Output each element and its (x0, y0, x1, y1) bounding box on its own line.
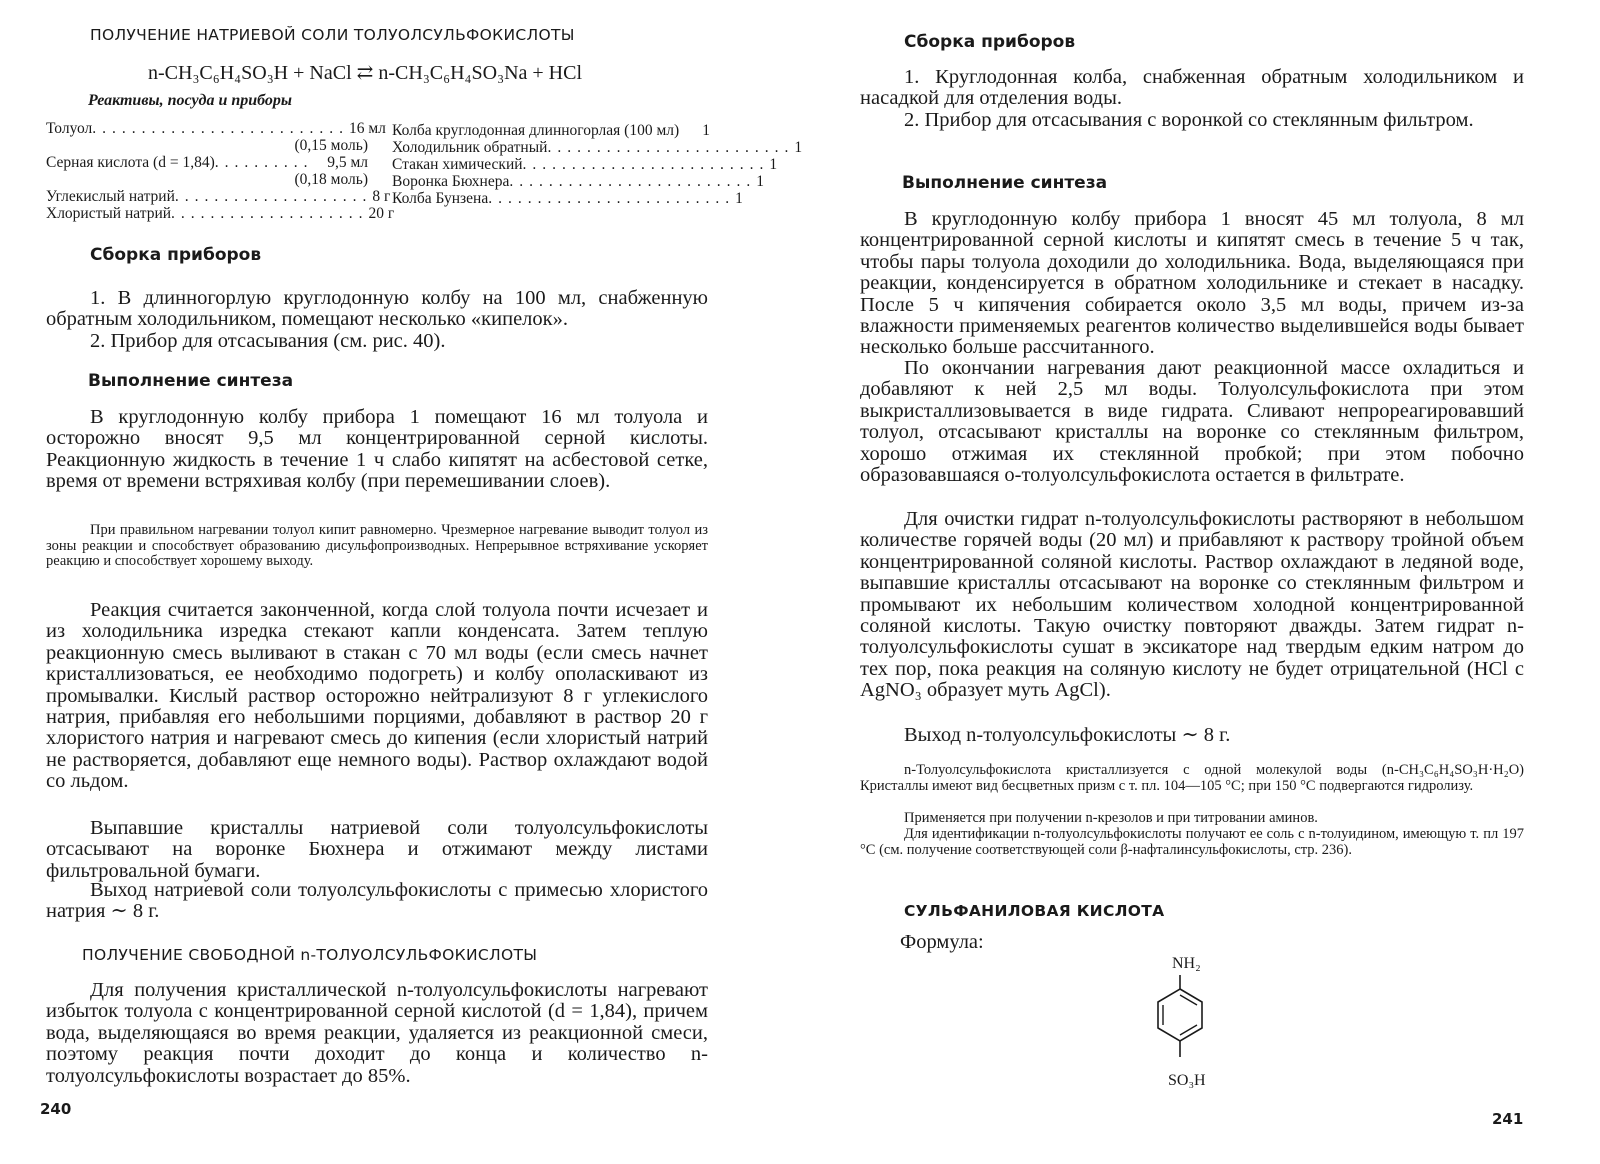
reagent-row: Хлористый натрий .................... 20 г (46, 205, 395, 222)
reagents-list (46, 120, 395, 222)
paragraph: Выход натриевой соли толуолсульфокислоты с примесью хлористого натрия ∼ 8 г. (46, 879, 708, 923)
assembly-heading: Сборка приборов (90, 245, 262, 265)
amino-group-label: NH₂ (1172, 955, 1201, 972)
page-number: 241 (1492, 1110, 1524, 1128)
formula-label: Формула: (900, 931, 984, 953)
reagent-row: Толуол .......................... 16 мл (46, 120, 386, 137)
paragraph: Для получения кристаллической n-толуолсульфокислоты нагревают избыток толуола с концентрированной серной кислотой (d = 1,84), причем вода, выделяющаяся во время реакции, удаляется из реакционной смеси, поэтому реакция почти доходит до конца и количество n-толуолсульфокислоты возрастает до 85%. (46, 979, 708, 1087)
reaction-equation: n-CH₃C₆H₄SO₃H + NaCl ⇄ n-CH₃C₆H₄SO₃Na + HCl (148, 62, 583, 84)
paragraph: По окончании нагревания дают реакционной массе охладиться и добавляют к ней 2,5 мл воды. Толуолсульфокислота при этом выкристаллизовывается в виде гидрата. Сливают непрореагировавший толуол, отсасывают кристаллы на воронке со стеклянным фильтром, хорошо отжимая их стеклянной пробкой; при этом побочно образовавшаяся о-толуолсульфокислота остается в фильтрате. (860, 357, 1524, 487)
reagent-note: (0,15 моль) (294, 137, 368, 154)
paragraph: Выпавшие кристаллы натриевой соли толуолсульфокислоты отсасывают на воронке Бюхнера и отжимают между листами фильтровальной бумаги. (46, 817, 708, 882)
footnote: При правильном нагревании толуол кипит равномерно. Чрезмерное нагревание выводит толуол из зоны реакции и способствует образованию дисульфопроизводных. Непрерывное встряхивание ускоряет реакцию и способствует хорошему выходу. (46, 522, 708, 570)
note: Для идентификации n-толуолсульфокислоты получают ее соль с n-толуидином, имеющую т. пл 197 °С (см. получение соответствующей соли β-нафталинсульфокислоты, стр. 236). (860, 826, 1524, 858)
section-title: ПОЛУЧЕНИЕ НАТРИЕВОЙ СОЛИ ТОЛУОЛСУЛЬФОКИСЛОТЫ (90, 26, 575, 44)
synthesis-heading: Выполнение синтеза (902, 173, 1108, 193)
synthesis-heading: Выполнение синтеза (88, 371, 294, 391)
equipment-row: Колба круглодонная длинногорлая (100 мл) 1 (392, 122, 710, 139)
equipment-list (392, 122, 803, 207)
section-title: СУЛЬФАНИЛОВАЯ КИСЛОТА (904, 902, 1165, 920)
equipment-row: Воронка Бюхнера ......................... 1 (392, 173, 764, 190)
right-page (820, 0, 1600, 1164)
note: n-Толуолсульфокислота кристаллизуется с одной молекулой воды (n-CH₃C₆H₄SO₃H·H₂O) Кристаллы имеют вид бесцветных призм с т. пл. 104—105 °С; при 150 °С подвергаются гидролизу. (860, 762, 1524, 794)
assembly-item: 2. Прибор для отсасывания с воронкой со стеклянным фильтром. (904, 109, 1474, 131)
paragraph: Реакция считается законченной, когда слой толуола почти исчезает и из холодильника изредка стекают капли конденсата. Затем теплую реакционную смесь выливают в стакан с 70 мл воды (если смесь начнет кристаллизоваться, ее необходимо подогреть) и колбу ополаскивают из промывалки. Кислый раствор осторожно нейтрализуют 8 г углекислого натрия, прибавляя его небольшими порциями, добавляют в раствор 20 г хлористого натрия и нагревают смесь до кипения (если хлористый натрий не растворяется, добавляют еще немного воды). Раствор охлаждают водой со льдом. (46, 599, 708, 793)
paragraph: В круглодонную колбу прибора 1 помещают 16 мл толуола и осторожно вносят 9,5 мл концентрированной серной кислоты. Реакционную жидкость в течение 1 ч слабо кипятят на асбестовой сетке, время от времени встряхивая колбу (при перемешивании слоев). (46, 406, 708, 493)
paragraph: В круглодонную колбу прибора 1 вносят 45 мл толуола, 8 мл концентрированной серной кислоты и кипятят смесь в течение 5 ч так, чтобы пары толуола доходили до холодильника. Вода, выделяющаяся при реакции, конденсируется в обратном холодильнике и стекает в насадку. После 5 ч кипячения собирается около 3,5 мл воды, причем из-за влажности применяемых реагентов количество выделившейся воды бывает несколько больше рассчитанного. (860, 208, 1524, 359)
paragraph: Выход n-толуолсульфокислоты ∼ 8 г. (904, 724, 1231, 746)
note: Применяется при получении n-крезолов и при титровании аминов. (904, 810, 1318, 826)
assembly-heading: Сборка приборов (904, 32, 1076, 52)
reagent-row: Серная кислота (d = 1,84) .......... 9,5 мл (46, 154, 368, 171)
reagent-note: (0,18 моль) (294, 171, 368, 188)
reagents-heading: Реактивы, посуда и приборы (88, 92, 293, 109)
equipment-row: Холодильник обратный ......................... 1 (392, 139, 803, 156)
assembly-item: 2. Прибор для отсасывания (см. рис. 40). (90, 330, 446, 352)
sulfo-group-label: SO₃H (1168, 1072, 1206, 1089)
benzene-ring-diagram (1150, 975, 1210, 1075)
paragraph: Для очистки гидрат n-толуолсульфокислоты растворяют в небольшом количестве горячей воды (20 мл) и прибавляют к раствору тройной объем концентрированной соляной кислоты. Раствор охлаждают в ледяной воде, выпавшие кристаллы отсасывают на воронке со стеклянным фильтром и промывают их небольшим количеством холодной концентрированной соляной кислоты. Такую очистку повторяют дважды. Затем гидрат n-толуолсульфокислоты сушат в эксикаторе над твердым едким натром до тех пор, пока реакция на соляную кислоту не будет отрицательной (HCl с AgNO₃ образует муть AgCl). (860, 508, 1524, 702)
assembly-item: 1. Круглодонная колба, снабженная обратным холодильником и насадкой для отделения воды. (860, 66, 1524, 110)
page-number: 240 (40, 1100, 72, 1118)
reagent-row: Углекислый натрий .................... 8 г (46, 188, 391, 205)
section-title: ПОЛУЧЕНИЕ СВОБОДНОЙ n-ТОЛУОЛСУЛЬФОКИСЛОТЫ (82, 946, 538, 964)
equipment-row: Стакан химический ......................... 1 (392, 156, 778, 173)
equipment-row: Колба Бунзена ......................... 1 (392, 190, 743, 207)
assembly-item: 1. В длинногорлую круглодонную колбу на 100 мл, снабженную обратным холодильником, помещают несколько «кипелок». (46, 287, 708, 331)
